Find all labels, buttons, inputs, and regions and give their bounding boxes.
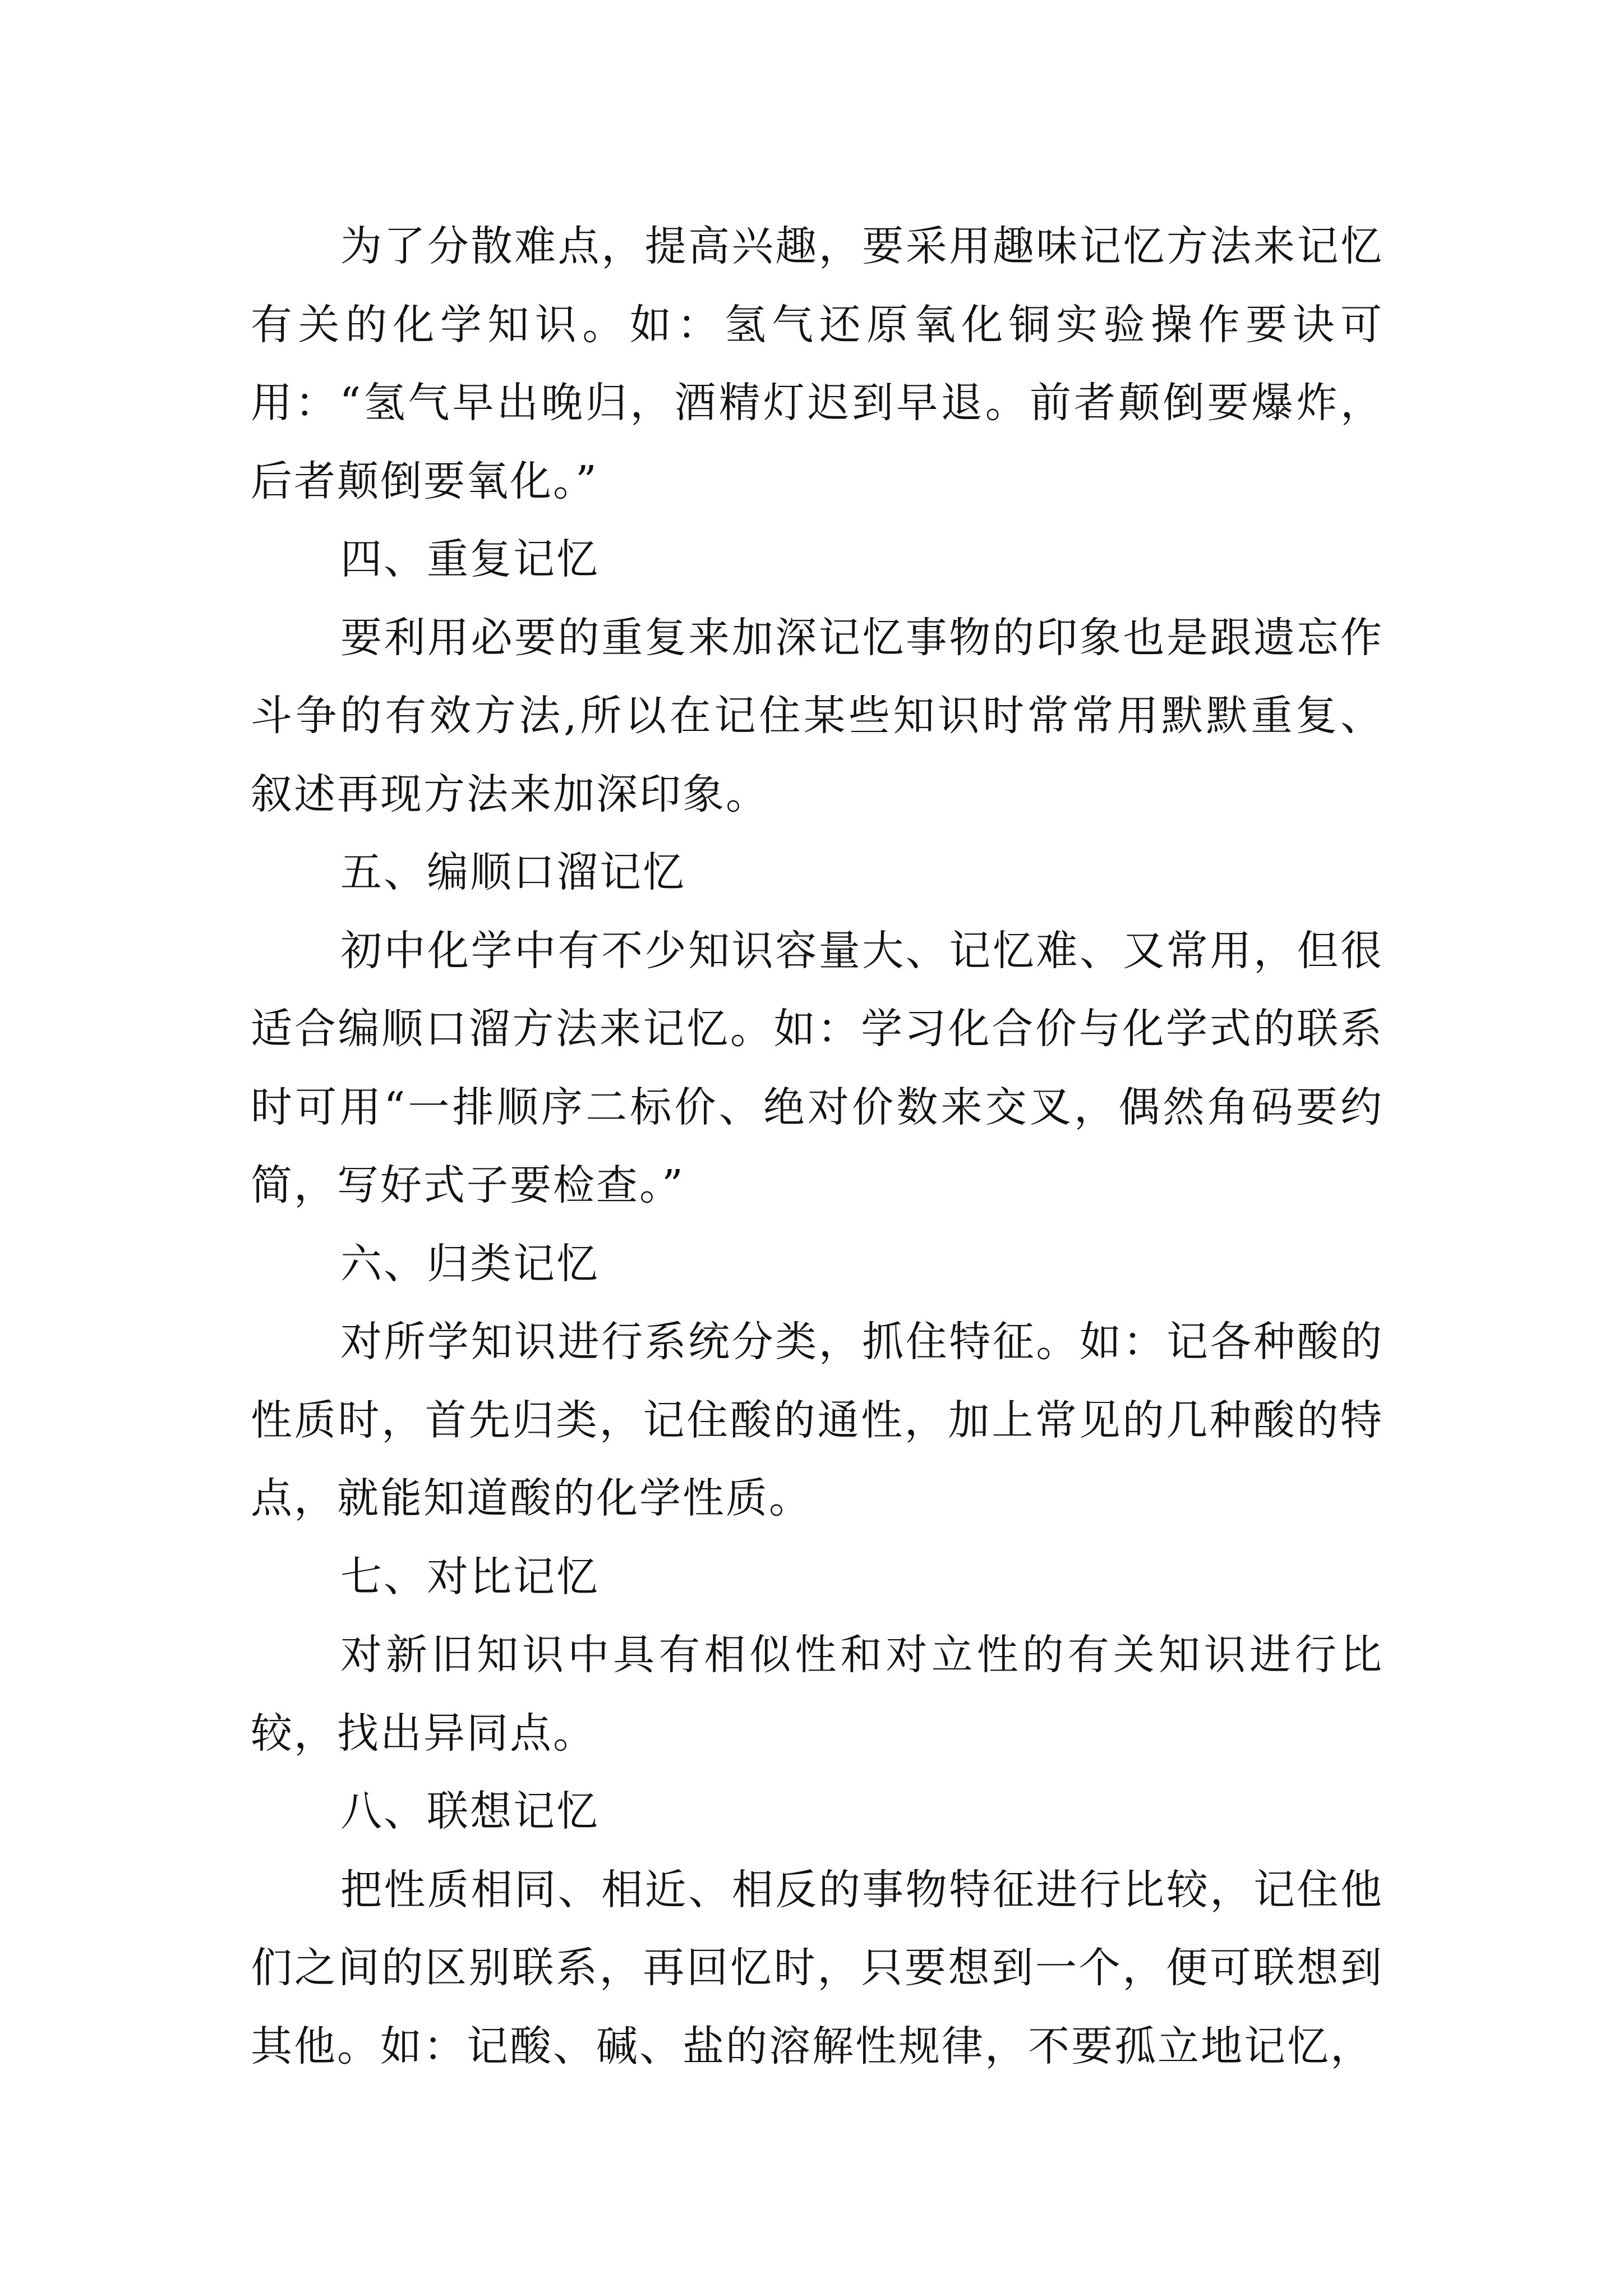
heading-rhyme-memory: 五、编顺口溜记忆	[340, 848, 686, 896]
paragraph-association-memory: 把性质相同、相近、相反的事物特征进行比较，记住他们之间的区别联系，再回忆时，只要想到一个，便可联想到其他。如：记酸、碱、盐的溶解性规律，不要孤立地记忆，	[251, 1865, 1384, 2070]
heading-contrast-memory: 七、对比记忆	[340, 1552, 600, 1601]
paragraph-category-memory: 对所学知识进行系统分类，抓住特征。如：记各种酸的性质时，首先归类，记住酸的通性，加上常见的几种酸的特点，就能知道酸的化学性质。	[251, 1318, 1384, 1522]
heading-repeat-memory: 四、重复记忆	[340, 535, 600, 583]
paragraph-interest-memory: 为了分散难点，提高兴趣，要采用趣味记忆方法来记忆有关的化学知识。如：氢气还原氧化铜实验操作要诀可用：“氢气早出晚归，酒精灯迟到早退。前者颠倒要爆炸，后者颠倒要氧化。”	[251, 222, 1384, 505]
paragraph-repeat-memory: 要利用必要的重复来加深记忆事物的印象也是跟遗忘作斗争的有效方法,所以在记住某些知识时常常用默默重复、叙述再现方法来加深印象。	[251, 613, 1384, 818]
heading-association-memory: 八、联想记忆	[340, 1787, 600, 1835]
document-body	[251, 208, 1384, 2086]
paragraph-rhyme-memory: 初中化学中有不少知识容量大、记忆难、又常用，但很适合编顺口溜方法来记忆。如：学习化合价与化学式的联系时可用“一排顺序二标价、绝对价数来交叉，偶然角码要约简，写好式子要检查。”	[251, 926, 1384, 1209]
heading-category-memory: 六、归类记忆	[340, 1239, 600, 1288]
paragraph-contrast-memory: 对新旧知识中具有相似性和对立性的有关知识进行比较，找出异同点。	[251, 1631, 1384, 1757]
